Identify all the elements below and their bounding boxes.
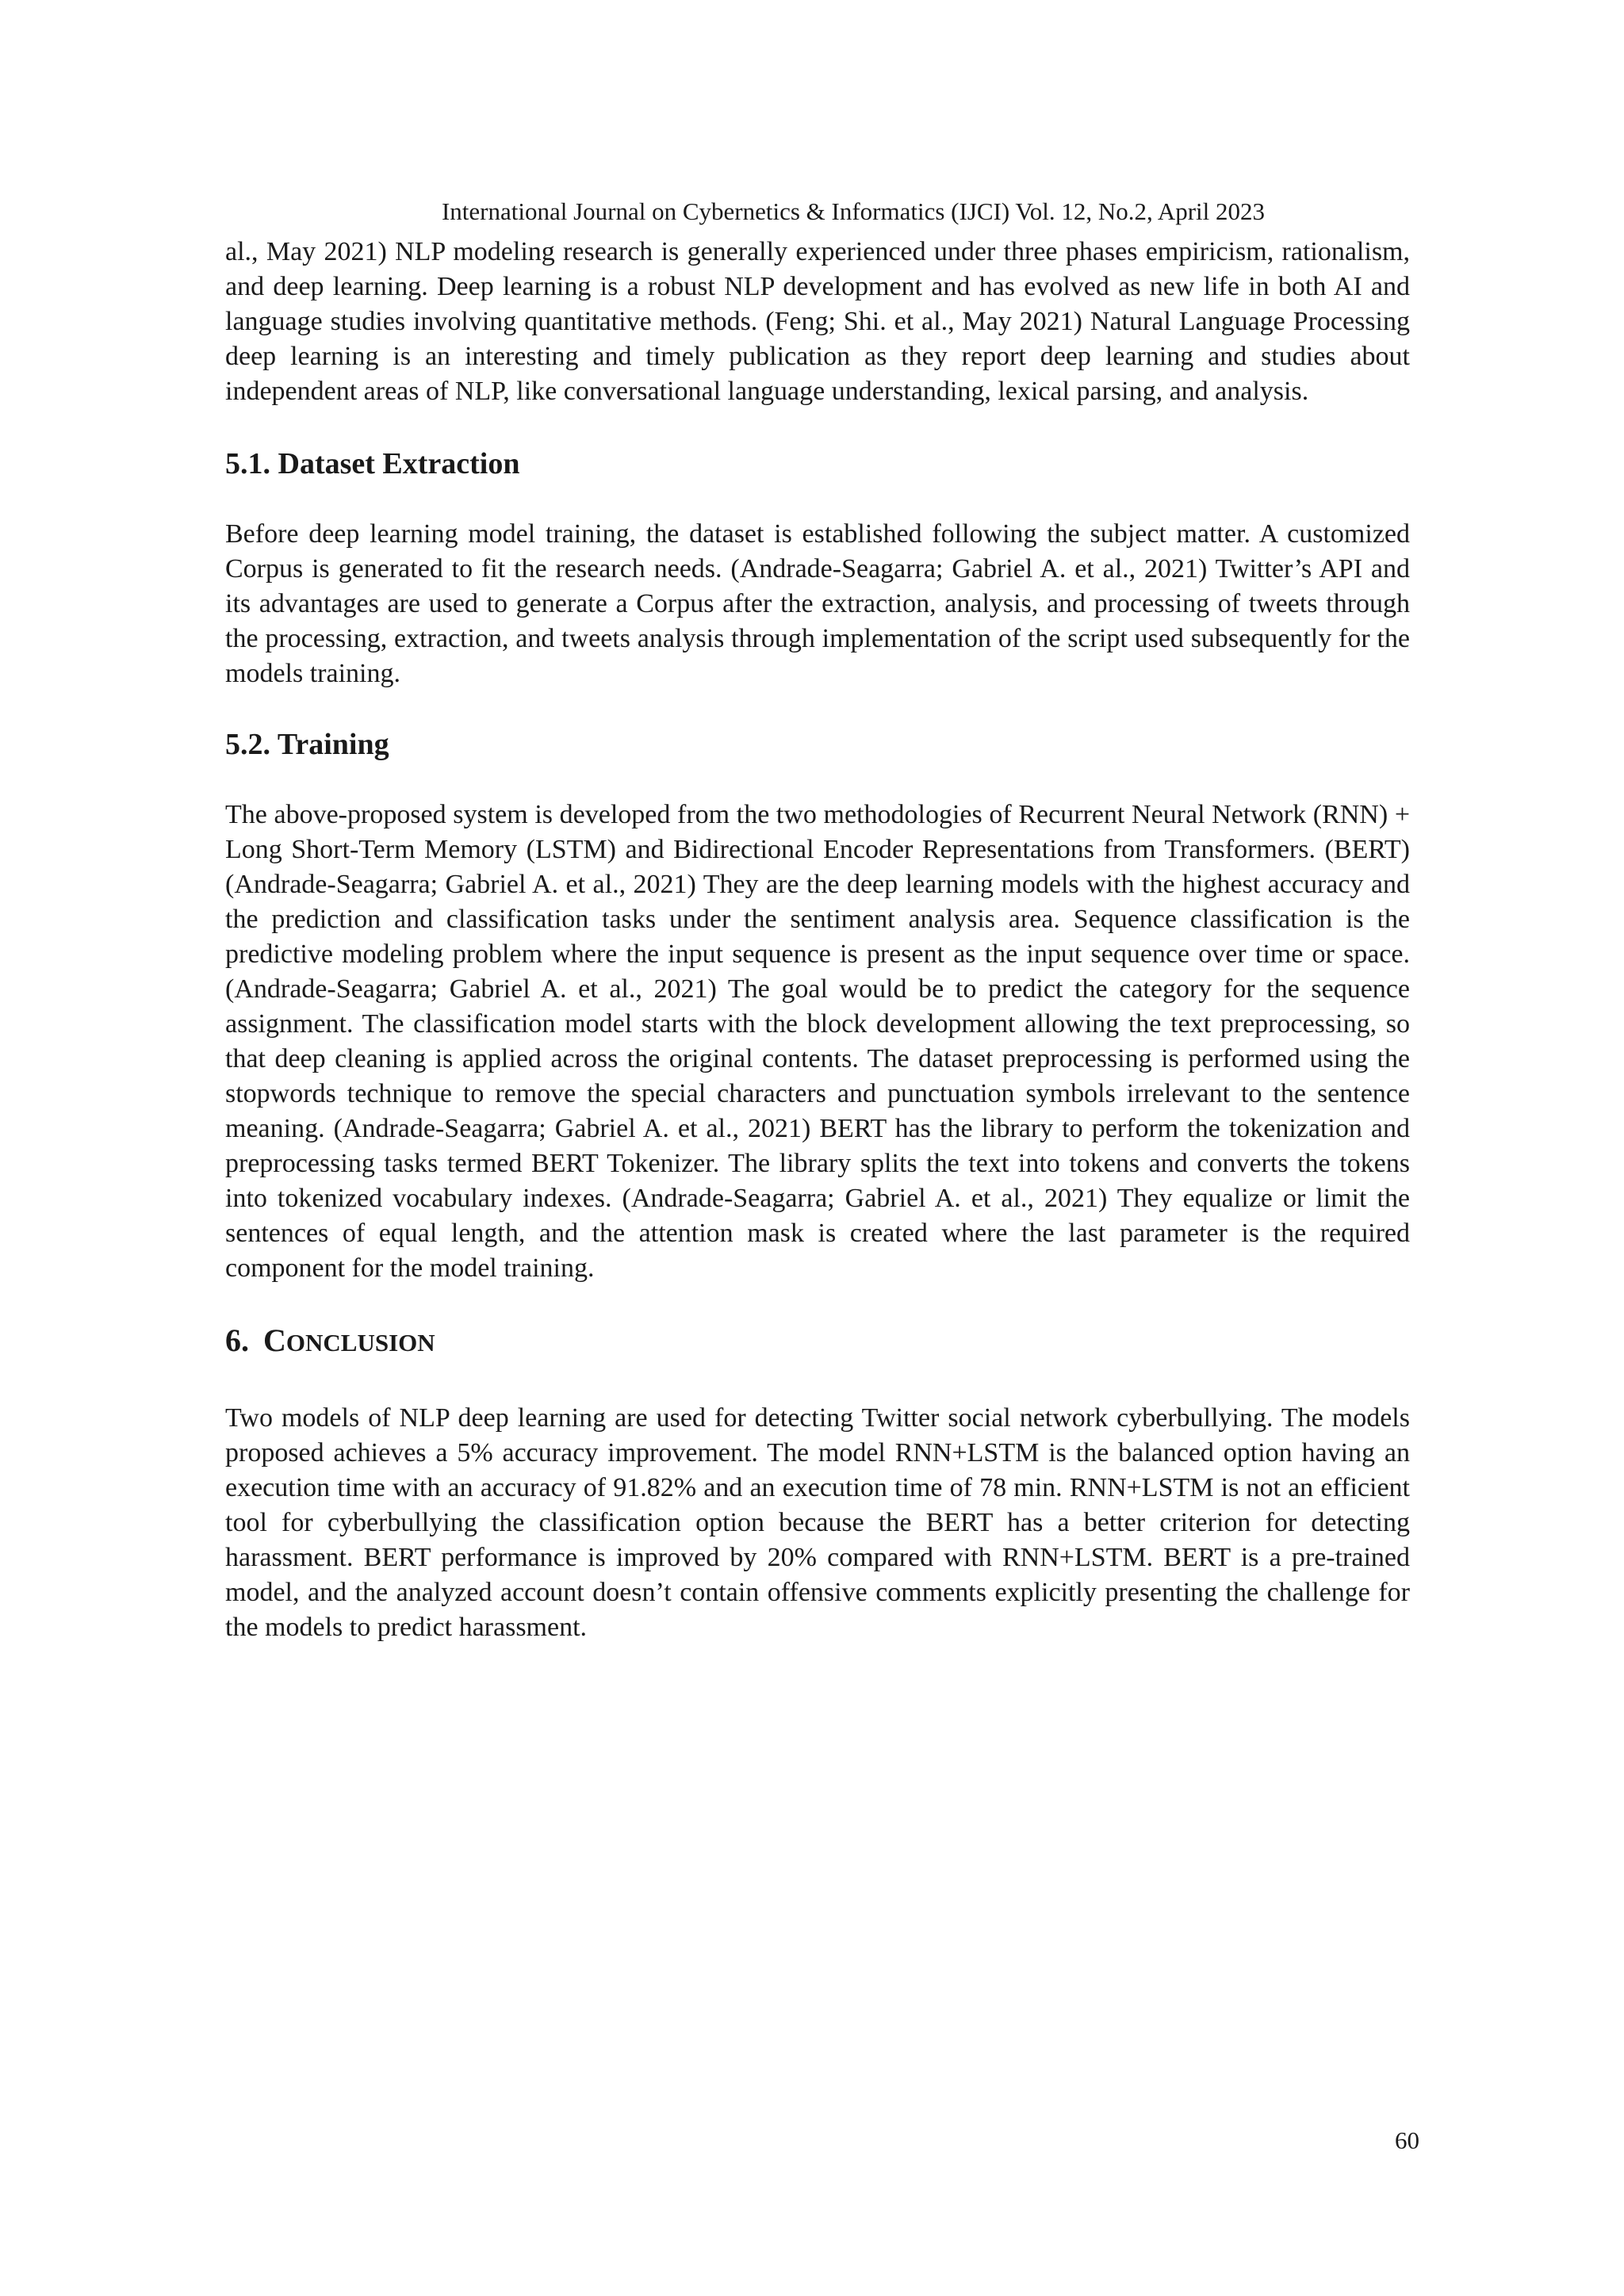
section-5-2-heading: 5.2. Training bbox=[225, 728, 389, 761]
section-6-number: 6. bbox=[225, 1322, 249, 1358]
section-5-2-paragraph: The above-proposed system is developed from the two methodologies of Recurrent Neural Network (RNN) + Long Short-Term Memory (LSTM) and Bidirectional Encoder Representations from Transformers. (BERT) (Andrade-Seagarra; Gabriel A. et al., 2021) They are the deep learning models with the highest accuracy and the prediction and classification tasks under the sentiment analysis area. Sequence classification is the predictive modeling problem where the input sequence is present as the input sequence over time or space. (Andrade-Seagarra; Gabriel A. et al., 2021) The goal would be to predict the category for the sequence assignment. The classification model starts with the block development allowing the text preprocessing, so that deep cleaning is applied across the original contents. The dataset preprocessing is performed using the stopwords technique to remove the special characters and punctuation symbols irrelevant to the sentence meaning. (Andrade-Seagarra; Gabriel A. et al., 2021) BERT has the library to perform the tokenization and preprocessing tasks termed BERT Tokenizer. The library splits the text into tokens and converts the tokens into tokenized vocabulary indexes. (Andrade-Seagarra; Gabriel A. et al., 2021) They equalize or limit the sentences of equal length, and the attention mask is created where the last parameter is the required component for the model training. bbox=[225, 800, 1410, 1283]
section-5-1-heading: 5.1. Dataset Extraction bbox=[225, 447, 520, 480]
intro-paragraph: al., May 2021) NLP modeling research is generally experienced under three phases empiricism, rationalism, and deep learning. Deep learning is a robust NLP development and has evolved as new life in both AI and language studies involving quantitative methods. (Feng; Shi. et al., May 2021) Natural Language Processing deep learning is an interesting and timely publication as they report deep learning and studies about independent areas of NLP, like conversational language understanding, lexical parsing, and analysis. bbox=[225, 237, 1410, 406]
section-6-paragraph: Two models of NLP deep learning are used for detecting Twitter social network cyberbullying. The models proposed achieves a 5% accuracy improvement. The model RNN+LSTM is the balanced option having an execution time with an accuracy of 91.82% and an execution time of 78 min. RNN+LSTM is not an efficient tool for cyberbullying the classification option because the BERT has a better criterion for detecting harassment. BERT performance is improved by 20% compared with RNN+LSTM. BERT is a pre-trained model, and the analyzed account doesn’t contain offensive comments explicitly presenting the challenge for the models to predict harassment. bbox=[225, 1403, 1410, 1642]
section-6-heading-initial: C bbox=[263, 1322, 286, 1358]
section-5-1-paragraph: Before deep learning model training, the dataset is established following the subject matter. A customized Corpus is generated to fit the research needs. (Andrade-Seagarra; Gabriel A. et al., 2021) Twitter’s API and its advantages are used to generate a Corpus after the extraction, analysis, and processing of tweets through the processing, extraction, and tweets analysis through implementation of the script used subsequently for the models training. bbox=[225, 519, 1410, 688]
section-6-heading-rest: ONCLUSION bbox=[285, 1329, 435, 1357]
page-body bbox=[225, 195, 1410, 1645]
running-header: International Journal on Cybernetics & Informatics (IJCI) Vol. 12, No.2, April 2023 bbox=[441, 197, 1266, 225]
section-6-heading bbox=[225, 1321, 1410, 1363]
page-number: 60 bbox=[1395, 2126, 1419, 2154]
